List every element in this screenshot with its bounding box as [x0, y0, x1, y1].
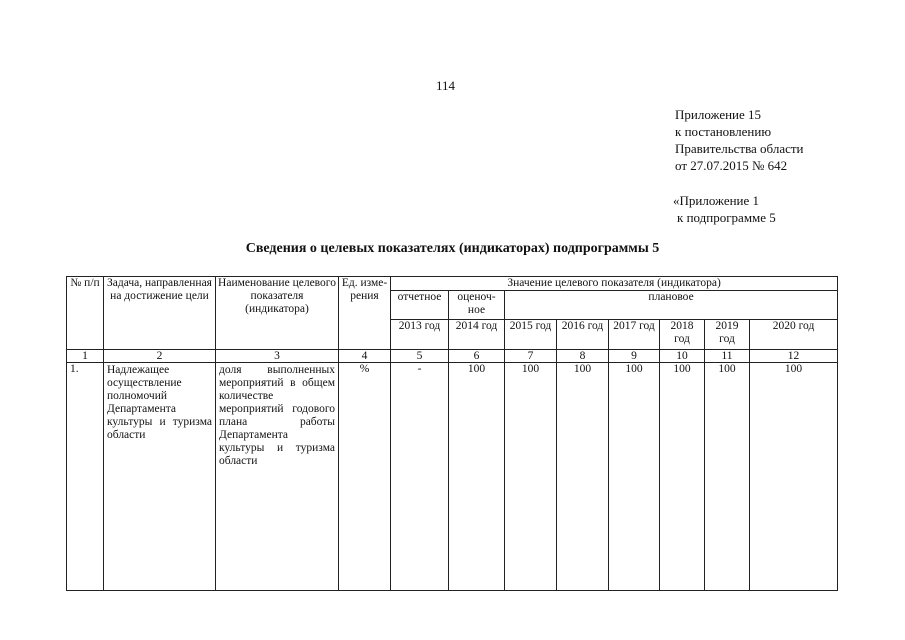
header-unit: Ед. изме- рения	[339, 277, 391, 350]
appendix-line: к постановлению	[675, 124, 772, 139]
column-number: 7	[505, 350, 557, 363]
row-value: 100	[505, 363, 557, 591]
appendix-subheader	[673, 192, 776, 226]
appendix2-line: «Приложение 1	[673, 193, 760, 208]
column-number: 8	[557, 350, 609, 363]
header-planned: плановое	[505, 291, 838, 320]
column-number: 1	[67, 350, 104, 363]
year-cell: 2018 год	[660, 320, 705, 350]
column-number: 2	[104, 350, 216, 363]
appendix-header	[675, 106, 804, 174]
header-indicator: Наименование целевого показателя (индикатора)	[216, 277, 339, 350]
row-value: 100	[705, 363, 750, 591]
header-num: № п/п	[67, 277, 104, 350]
year-cell: 2020 год	[750, 320, 838, 350]
column-number: 6	[449, 350, 505, 363]
page-number: 114	[436, 78, 456, 93]
row-value: 100	[557, 363, 609, 591]
year-cell: 2017 год	[609, 320, 660, 350]
row-task: Надлежащее осуществление полномочий Департамента культуры и туризма области	[104, 363, 216, 591]
year-cell: 2016 год	[557, 320, 609, 350]
appendix-line: от 27.07.2015 № 642	[675, 158, 788, 173]
document-title: Сведения о целевых показателях (индикаторах) подпрограммы 5	[245, 241, 660, 256]
indicators-table	[66, 276, 838, 591]
header-estimated: оценоч- ное	[449, 291, 505, 320]
column-number: 5	[391, 350, 449, 363]
year-cell: 2019 год	[705, 320, 750, 350]
year-cell: 2015 год	[505, 320, 557, 350]
year-cell: 2014 год	[449, 320, 505, 350]
column-number: 9	[609, 350, 660, 363]
row-value: 100	[660, 363, 705, 591]
row-value: 100	[449, 363, 505, 591]
header-value-group: Значение целевого показателя (индикатора)	[391, 277, 838, 291]
appendix2-line: к подпрограмме 5	[677, 210, 776, 225]
row-value: 100	[609, 363, 660, 591]
header-task: Задача, направленная на достижение цели	[104, 277, 216, 350]
header-reported: отчетное	[391, 291, 449, 320]
table-row	[67, 363, 838, 591]
column-number: 11	[705, 350, 750, 363]
column-number: 10	[660, 350, 705, 363]
row-unit: %	[339, 363, 391, 591]
row-value: 100	[750, 363, 838, 591]
appendix-line: Правительства области	[675, 141, 804, 156]
appendix-line: Приложение 15	[675, 107, 762, 122]
column-number: 4	[339, 350, 391, 363]
column-number: 12	[750, 350, 838, 363]
column-number: 3	[216, 350, 339, 363]
row-indicator: доля выполненных мероприятий в общем количестве мероприятий годового плана работы Департамента культуры и туризма области	[216, 363, 339, 591]
year-cell: 2013 год	[391, 320, 449, 350]
row-value: -	[391, 363, 449, 591]
row-num: 1.	[67, 363, 104, 591]
